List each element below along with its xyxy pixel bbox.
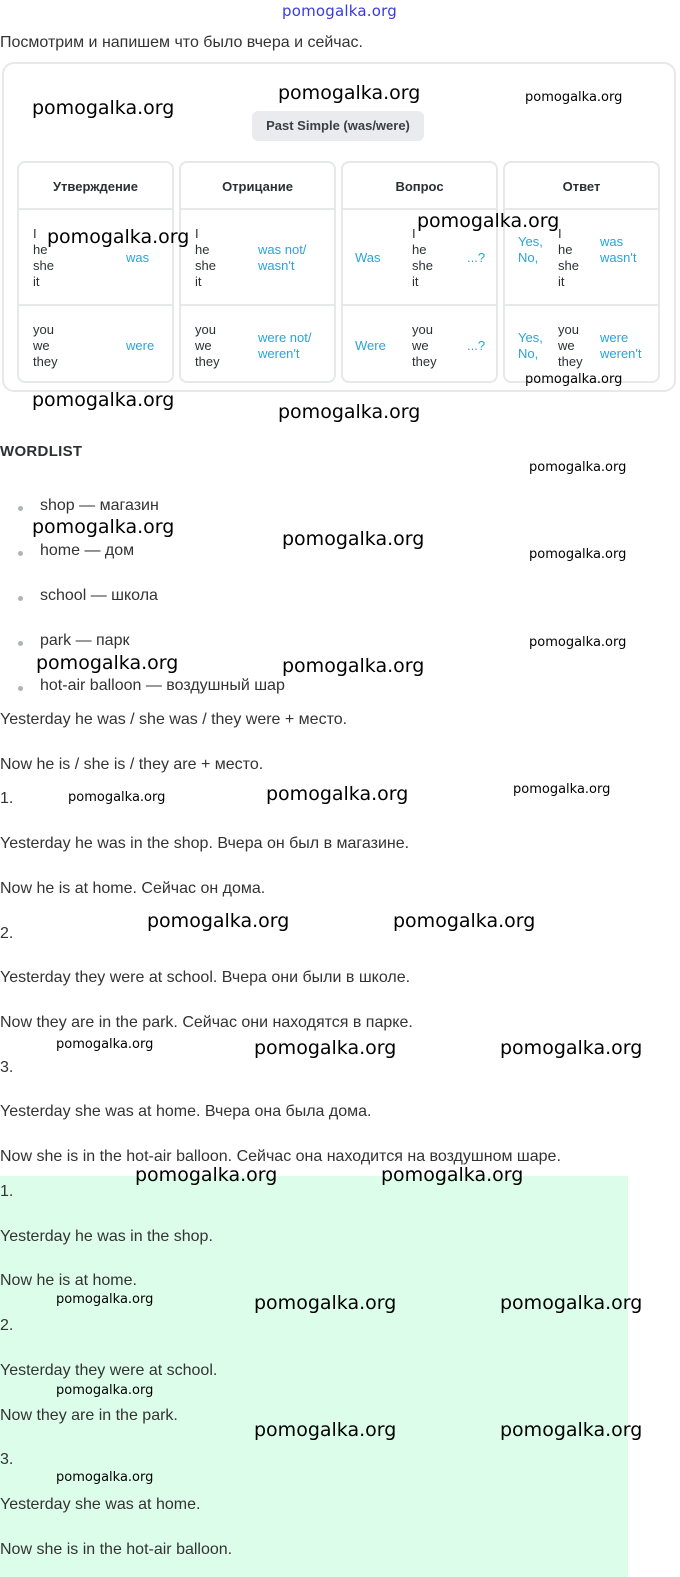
bullet-icon: [18, 641, 23, 646]
row-singular: [19, 210, 172, 306]
watermark: pomogalka.org: [529, 460, 627, 475]
bullet-icon: [18, 551, 23, 556]
wordlist-title: WORDLIST: [0, 443, 83, 460]
column-header: Ответ: [505, 163, 658, 210]
watermark: pomogalka.org: [32, 516, 175, 538]
wordlist-item: school — школа: [40, 587, 158, 604]
watermark: pomogalka.org: [500, 1419, 643, 1441]
tense-tag: Past Simple (was/were): [252, 111, 424, 141]
watermark: pomogalka.org: [278, 82, 421, 104]
answer-line: Yesterday he was in the shop. Вчера он был в магазине.: [0, 835, 410, 852]
answer-number: 2.: [0, 925, 14, 942]
verb-form: was wasn't: [600, 234, 637, 265]
column-header: Утверждение: [19, 163, 172, 210]
watermark-top: pomogalka.org: [282, 2, 397, 20]
watermark: pomogalka.org: [36, 652, 179, 674]
watermark: pomogalka.org: [393, 910, 536, 932]
watermark: pomogalka.org: [56, 1292, 154, 1307]
watermark: pomogalka.org: [513, 782, 611, 797]
watermark: pomogalka.org: [529, 635, 627, 650]
question-word: Was: [355, 250, 381, 265]
watermark: pomogalka.org: [525, 372, 623, 387]
watermark: pomogalka.org: [32, 97, 175, 119]
watermark: pomogalka.org: [254, 1419, 397, 1441]
bullet-icon: [18, 596, 23, 601]
watermark: pomogalka.org: [529, 547, 627, 562]
watermark: pomogalka.org: [525, 90, 623, 105]
answer-line: Now she is in the hot-air balloon. Сейчас она находится на воздушном шаре.: [0, 1148, 561, 1165]
wordlist-item: park — парк: [40, 632, 130, 649]
bullet-icon: [18, 506, 23, 511]
final-number: 3.: [0, 1451, 14, 1468]
row-singular: [181, 210, 334, 306]
pronouns: you we they: [558, 322, 583, 369]
pronouns: I he she it: [412, 226, 433, 289]
final-line: Now she is in the hot-air balloon.: [0, 1541, 233, 1558]
watermark: pomogalka.org: [500, 1292, 643, 1314]
watermark: pomogalka.org: [266, 783, 409, 805]
pronouns: you we they: [195, 322, 220, 369]
pronouns: I he she it: [558, 226, 579, 289]
final-line: Yesterday they were at school.: [0, 1362, 218, 1379]
final-line: Now they are in the park.: [0, 1407, 178, 1424]
column-header: Отрицание: [181, 163, 334, 210]
verb-form: was not/ wasn't: [258, 242, 307, 273]
question-word: Were: [355, 338, 386, 353]
watermark: pomogalka.org: [278, 401, 421, 423]
watermark: pomogalka.org: [32, 389, 175, 411]
row-plural: [343, 306, 496, 383]
watermark: pomogalka.org: [282, 528, 425, 550]
final-number: 1.: [0, 1183, 14, 1200]
wordlist-item: home — дом: [40, 542, 135, 559]
watermark: pomogalka.org: [254, 1037, 397, 1059]
row-plural: [19, 306, 172, 383]
watermark: pomogalka.org: [68, 790, 166, 805]
pronouns: you we they: [412, 322, 437, 369]
pronouns: I he she it: [33, 226, 54, 289]
row-plural: [181, 306, 334, 383]
wordlist-item: shop — магазин: [40, 497, 159, 514]
final-line: Now he is at home.: [0, 1272, 137, 1289]
watermark: pomogalka.org: [500, 1037, 643, 1059]
verb-form: were not/ weren't: [258, 330, 312, 361]
answer-number: 3.: [0, 1059, 14, 1076]
watermark: pomogalka.org: [282, 655, 425, 677]
column-affirmative: [17, 161, 174, 383]
intro-text: Посмотрим и напишем что было вчера и сейчас.: [0, 34, 363, 51]
yes-no: Yes, No,: [518, 234, 543, 265]
column-negative: [179, 161, 336, 383]
question-end: ...?: [467, 250, 486, 265]
column-question: [341, 161, 498, 383]
yes-no: Yes, No,: [518, 330, 543, 361]
watermark: pomogalka.org: [381, 1164, 524, 1186]
wordlist-item: hot-air balloon — воздушный шар: [40, 677, 285, 694]
rule-yesterday: Yesterday he was / she was / they were + место.: [0, 711, 348, 728]
verb-form: was: [126, 250, 150, 265]
watermark: pomogalka.org: [417, 210, 560, 232]
answer-line: Now they are in the park. Сейчас они находятся в парке.: [0, 1014, 413, 1031]
pronouns: you we they: [33, 322, 58, 369]
watermark: pomogalka.org: [47, 226, 190, 248]
rule-now: Now he is / she is / they are + место.: [0, 756, 264, 773]
watermark: pomogalka.org: [56, 1470, 154, 1485]
pronouns: I he she it: [195, 226, 216, 289]
verb-form: were weren't: [600, 330, 642, 361]
watermark: pomogalka.org: [56, 1383, 154, 1398]
column-answer: [503, 161, 660, 383]
verb-form: were: [126, 338, 155, 353]
watermark: pomogalka.org: [254, 1292, 397, 1314]
answer-line: Now he is at home. Сейчас он дома.: [0, 880, 266, 897]
watermark: pomogalka.org: [56, 1037, 154, 1052]
final-number: 2.: [0, 1317, 14, 1334]
watermark: pomogalka.org: [135, 1164, 278, 1186]
answer-number: 1.: [0, 790, 14, 807]
watermark: pomogalka.org: [147, 910, 290, 932]
answer-line: Yesterday they were at school. Вчера они были в школе.: [0, 969, 411, 986]
question-end: ...?: [467, 338, 486, 353]
column-header: Вопрос: [343, 163, 496, 210]
final-line: Yesterday he was in the shop.: [0, 1228, 213, 1245]
answer-line: Yesterday she was at home. Вчера она была дома.: [0, 1103, 372, 1120]
bullet-icon: [18, 686, 23, 691]
final-line: Yesterday she was at home.: [0, 1496, 201, 1513]
